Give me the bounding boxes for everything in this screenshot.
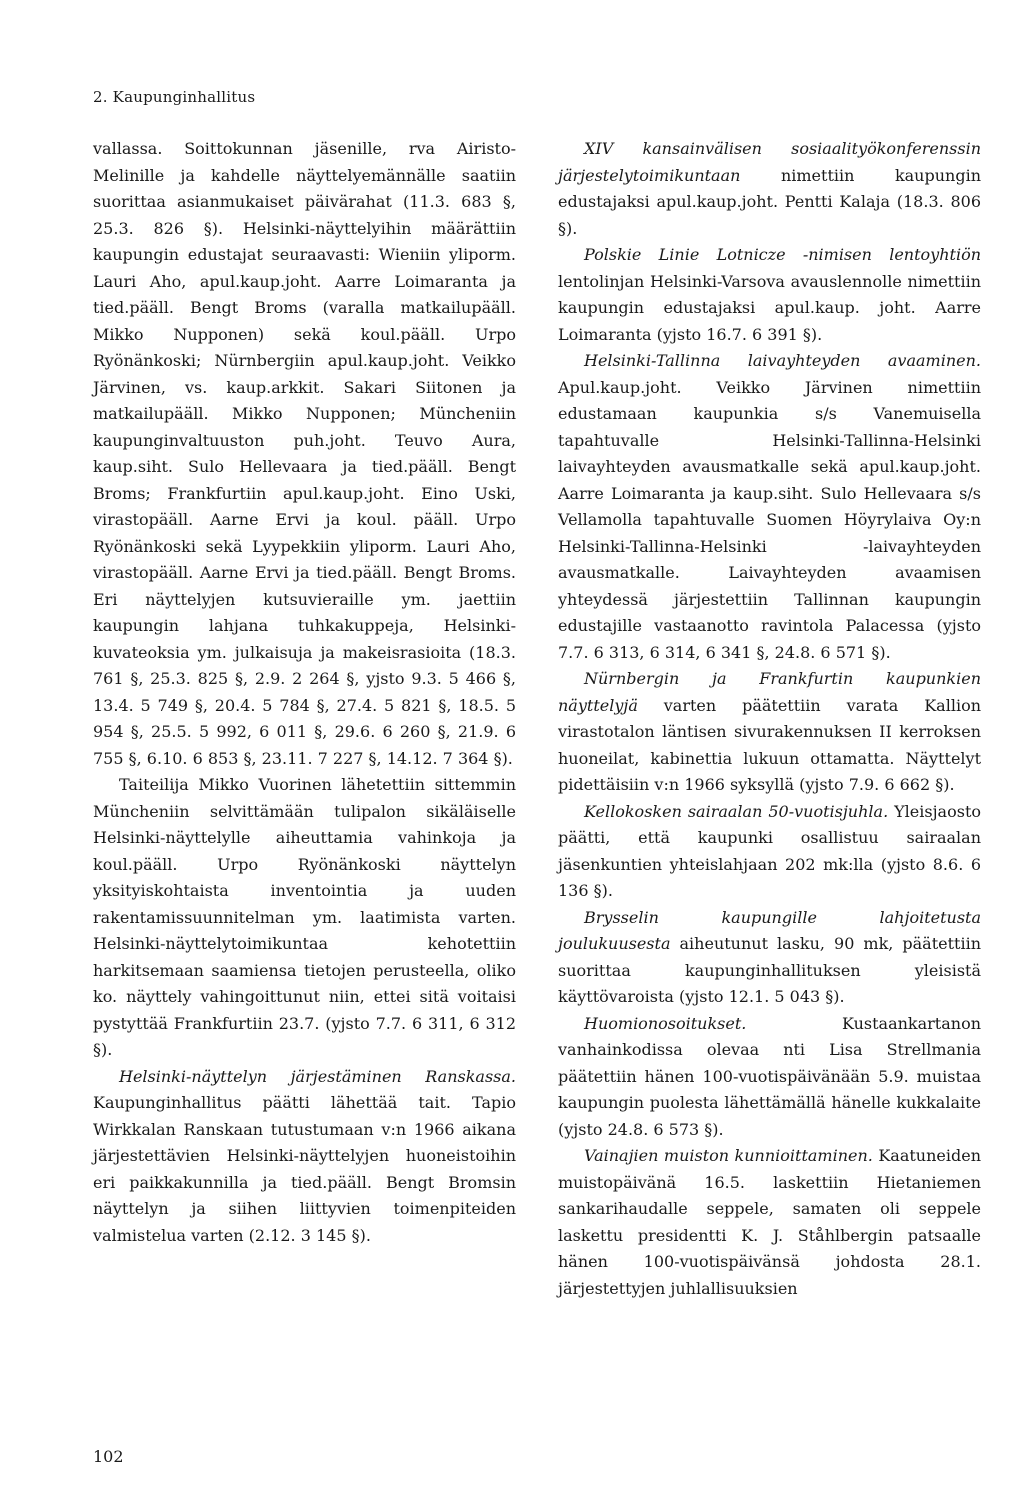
paragraph-tributes bbox=[558, 1011, 981, 1144]
section-text-polish-airline: lentolinjan Helsinki-Varsova avauslennolle nimettiin kaupungin edustajaksi apul.kaup. joht. Aarre Loimaranta (yjsto 16.7. 6 391 §). bbox=[558, 271, 981, 344]
section-title-kellokoski-hospital: Kellokosken sairaalan 50-vuotisjuhla. bbox=[584, 801, 889, 821]
section-title-polish-airline: Polskie Linie Lotnicze -nimisen lentoyhtiön bbox=[584, 245, 981, 264]
section-title-brussels-tree: Brysselin kaupungille lahjoitetusta joulukuusesta bbox=[558, 907, 981, 953]
paragraph-kellokoski-hospital bbox=[558, 799, 981, 905]
section-title-memorial: Vainajien muiston kunnioittaminen. bbox=[584, 1146, 873, 1165]
section-title-tallinn-ferry: Helsinki-Tallinna laivayhteyden avaaminen. bbox=[584, 351, 981, 370]
paragraph-brussels-tree bbox=[558, 905, 981, 1011]
section-text-tallinn-ferry: Apul.kaup.joht. Veikko Järvinen nimettiin edustamaan kaupunkia s/s Vanemuisella tapahtuvalle Helsinki-Tallinna-Helsinki laivayhteyden avausmatkalle sekä apul.kaup.joht. Aarre Loimaranta ja kaup.siht. Sulo Hellevaara s/s Vellamolla tapahtuvalle Suomen Höyrylaiva Oy:n Helsinki-Tallinna-Helsinki -laivayhteyden avausmatkalle. Laivayhteyden avaamisen yhteydessä järjestettiin Tallinnan kaupungin edustajille vastaanotto ravintola Palacessa (yjsto 7.7. 6 313, 6 314, 6 341 §, 24.8. 6 571 §). bbox=[558, 377, 981, 662]
section-text-tributes: Kustaankartanon vanhainkodissa olevaa nti Lisa Strellmania päätettiin hänen 100-vuotispäivänään 5.9. muistaa kaupungin puolesta lähettämällä hänelle kukkalaite (yjsto 24.8. 6 573 §). bbox=[558, 1013, 981, 1139]
right-column bbox=[558, 136, 981, 1302]
section-text-kellokoski-hospital: Yleisjaosto päätti, että kaupunki osallistuu sairaalan jäsenkuntien yhteislahjaan 202 mk:lla (yjsto 8.6. 6 136 §). bbox=[558, 801, 981, 900]
left-column bbox=[93, 136, 516, 1249]
section-title-tributes: Huomionosoitukset. bbox=[584, 1013, 747, 1033]
section-title-france-exhibition: Helsinki-näyttelyn järjestäminen Ranskassa. bbox=[119, 1066, 516, 1086]
section-title-nurnberg-frankfurt: Nürnbergin ja Frankfurtin kaupunkien näyttelyjä bbox=[558, 669, 981, 715]
paragraph-polish-airline bbox=[558, 242, 981, 348]
running-head: 2. Kaupunginhallitus bbox=[93, 88, 256, 106]
section-text-nurnberg-frankfurt: varten päätettiin varata Kallion virastotalon läntisen sivurakennuksen II kerroksen huoneilat, kabinettia lukuun ottamatta. Näyttelyt pidettäisiin v:n 1966 syksyllä (yjsto 7.9. 6 662 §). bbox=[558, 695, 981, 794]
paragraph-social-conference bbox=[558, 136, 981, 242]
page-number: 102 bbox=[93, 1447, 124, 1466]
paragraph-munich-fire: Taiteilija Mikko Vuorinen lähetettiin sittemmin Müncheniin selvittämään tulipalon sikäläiselle Helsinki-näyttelylle aiheuttamia vahinkoja ja koul.pääll. Urpo Ryönänkoski näyttelyn yksityiskohtaista inventointia ja uuden rakentamissuunnitelman ym. laatimista varten. Helsinki-näyttelytoimikuntaa kehotettiin harkitsemaan saamiensa tietojen perusteella, oliko ko. näyttely vahingoittunut niin, ettei sitä voitaisi pystyttää Frankfurtiin 23.7. (yjsto 7.7. 6 311, 6 312 §). bbox=[93, 775, 516, 1059]
paragraph-france-exhibition bbox=[93, 1064, 516, 1250]
paragraph-tallinn-ferry bbox=[558, 348, 981, 666]
section-text-memorial: Kaatuneiden muistopäivänä 16.5. laskettiin Hietaniemen sankarihaudalle seppele, samaten oli seppele laskettu presidentti K. J. Ståhlbergin patsaalle hänen 100-vuotispäivänsä johdosta 28.1. järjestettyjen juhlallisuuksien bbox=[558, 1146, 981, 1298]
section-text-brussels-tree: aiheutunut lasku, 90 mk, päätettiin suorittaa kaupunginhallituksen yleisistä käyttövaroista (yjsto 12.1. 5 043 §). bbox=[558, 934, 981, 1006]
paragraph-exhibition-representatives: vallassa. Soittokunnan jäsenille, rva Airisto-Melinille ja kahdelle näyttelyemännälle saatiin suorittaa asianmukaiset päivärahat (11.3. 683 §, 25.3. 826 §). Helsinki-näyttelyihin määrättiin kaupungin edustajat seuraavasti: Wieniin yliporm. Lauri Aho, apul.kaup.joht. Aarre Loimaranta ja tied.pääll. Bengt Broms (varalla matkailupääll. Mikko Nupponen) sekä koul.pääll. Urpo Ryönänkoski; Nürnbergiin apul.kaup.joht. Veikko Järvinen, vs. kaup.arkkit. Sakari Siitonen ja matkailupääll. Mikko Nupponen; Müncheniin kaupunginvaltuuston puh.joht. Teuvo Aura, kaup.siht. Sulo Hellevaara ja tied.pääll. Bengt Broms; Frankfurtiin apul.kaup.joht. Eino Uski, virastopääll. Aarne Ervi ja koul. pääll. Urpo Ryönänkoski sekä Lyypekkiin yliporm. Lauri Aho, virastopääll. Aarne Ervi ja tied.pääll. Bengt Broms. Eri näyttelyjen kutsuvieraille ym. jaettiin kaupungin lahjana tuhkakuppeja, Helsinki-kuvateoksia ym. julkaisuja ja makeisrasioita (18.3. 761 §, 25.3. 825 §, 2.9. 2 264 §, yjsto 9.3. 5 466 §, 13.4. 5 749 §, 20.4. 5 784 §, 27.4. 5 821 §, 18.5. 5 954 §, 25.5. 5 992, 6 011 §, 29.6. 6 260 §, 21.9. 6 755 §, 6.10. 6 853 §, 23.11. 7 227 §, 14.12. 7 364 §). bbox=[93, 139, 516, 768]
paragraph-nurnberg-frankfurt bbox=[558, 666, 981, 799]
section-text-social-conference: nimettiin kaupungin edustajaksi apul.kaup.joht. Pentti Kalaja (18.3. 806 §). bbox=[558, 165, 981, 238]
paragraph-memorial bbox=[558, 1143, 981, 1302]
section-text-france-exhibition: Kaupunginhallitus päätti lähettää tait. Tapio Wirkkalan Ranskaan tutustumaan v:n 1966 aikana järjestettävien Helsinki-näyttelyjen huoneistoihin eri paikkakunnilla ja tied.pääll. Bengt Bromsin näyttelyn ja siihen liittyvien toimenpiteiden valmistelua varten (2.12. 3 145 §). bbox=[93, 1093, 516, 1245]
section-title-social-conference: XIV kansainvälisen sosiaalityökonferenssin järjestelytoimikuntaan bbox=[558, 139, 981, 185]
